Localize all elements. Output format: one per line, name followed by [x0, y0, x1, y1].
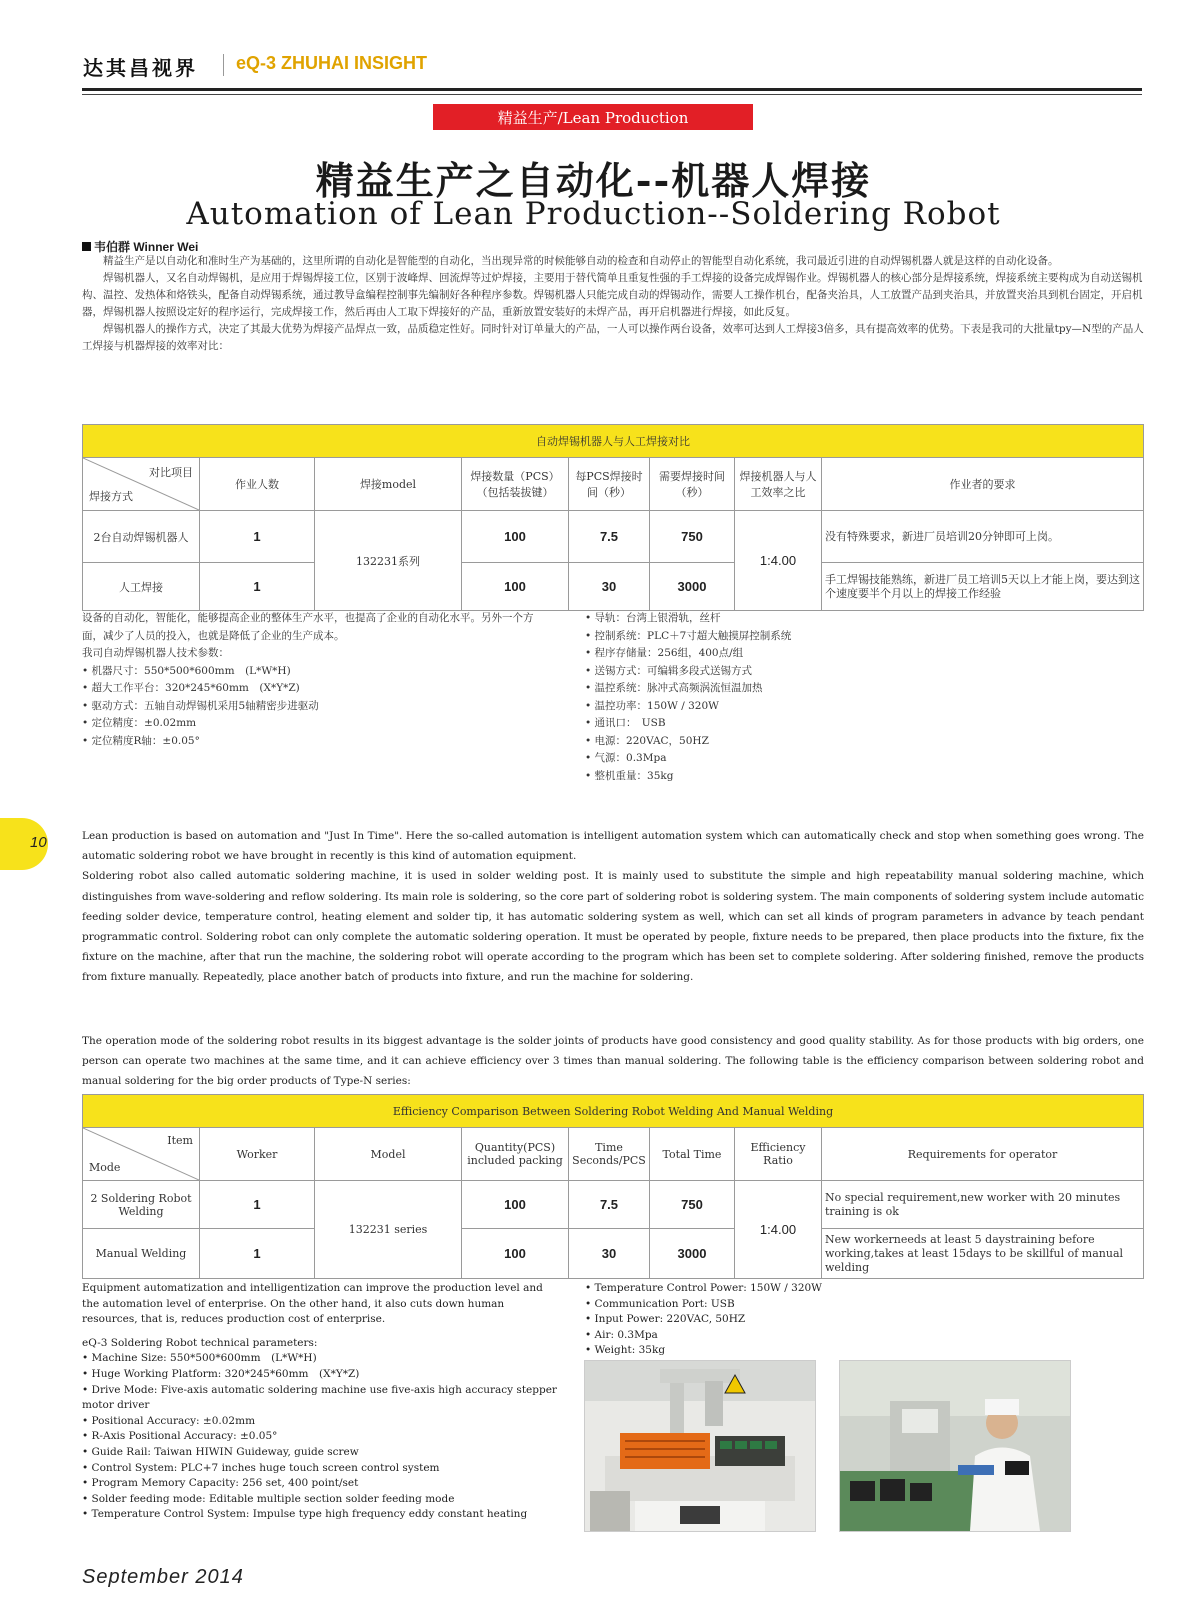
- corner-bottom: 焊接方式: [89, 490, 133, 503]
- table-row: [83, 563, 1144, 611]
- column-header: Worker: [200, 1128, 315, 1181]
- body-en-2: [82, 1031, 1144, 1092]
- params-title: 我司自动焊锡机器人技术参数：: [82, 647, 229, 659]
- param-item: • Machine Size: 550*500*600mm (L*W*H): [82, 1352, 317, 1365]
- cell-requirement: 手工焊锡技能熟练，新进厂员工培训5天以上才能上岗，要达到这个速度要半个月以上的焊接工作经验: [822, 563, 1144, 611]
- page-number: 10: [30, 834, 47, 851]
- param-item: • 机器尺寸：550*500*600mm (L*W*H): [82, 664, 291, 677]
- param-item: • 电源：220VAC，50HZ: [585, 734, 709, 747]
- cell-model: 132231系列: [315, 511, 462, 611]
- cell-time: 7.5: [569, 1181, 650, 1229]
- column-header: Efficiency Ratio: [735, 1128, 822, 1181]
- paragraph: 焊锡机器人的操作方式，决定了其最大优势为焊接产品焊点一致，品质稳定性好。同时针对订单量大的产品，一人可以操作两台设备，效率可达到人工焊接3倍多，具有提高效率的优势。下表是我司的大批量tpy—N型的产品人工焊接与机器焊接的效率对比：: [82, 323, 1144, 352]
- cell-mode: Manual Welding: [83, 1229, 200, 1279]
- column-header: 焊接model: [315, 458, 462, 511]
- en-right-column: [585, 1281, 985, 1359]
- param-item: • 整机重量：35kg: [585, 769, 674, 782]
- cell-requirement: New workerneeds at least 5 daystraining before working,takes at least 15days to be skillful of manual welding: [822, 1229, 1144, 1279]
- param-item: • Program Memory Capacity: 256 set, 400 point/set: [82, 1477, 359, 1490]
- param-item: • 温控功率：150W / 320W: [585, 699, 719, 712]
- column-header: Quantity(PCS) included packing: [462, 1128, 569, 1181]
- table-caption: 自动焊锡机器人与人工焊接对比: [83, 425, 1144, 458]
- column-header: Total Time: [650, 1128, 735, 1181]
- header-rule-thin: [82, 94, 1142, 95]
- body-cn: [82, 253, 1144, 355]
- cell-mode: 2 Soldering Robot Welding: [83, 1181, 200, 1229]
- cell-time: 30: [569, 563, 650, 611]
- column-header: 焊接数量（PCS）（包括装拔键）: [462, 458, 569, 511]
- cn-right-column: [585, 610, 1105, 785]
- params-title: eQ-3 Soldering Robot technical parameters:: [82, 1336, 318, 1349]
- cell-worker: 1: [200, 1181, 315, 1229]
- cell-qty: 100: [462, 1181, 569, 1229]
- cell-time: 7.5: [569, 511, 650, 563]
- footer-date: September 2014: [82, 1566, 244, 1588]
- param-item: • Control System: PLC+7 inches huge touch screen control system: [82, 1461, 440, 1474]
- corner-top: 对比项目: [149, 466, 193, 479]
- cell-requirement: 没有特殊要求，新进厂员培训20分钟即可上岗。: [822, 511, 1144, 563]
- param-item: • Guide Rail: Taiwan HIWIN Guideway, guide screw: [82, 1445, 359, 1458]
- article-title-en: Automation of Lean Production--Soldering Robot: [186, 196, 1001, 232]
- column-header: 每PCS焊接时间（秒）: [569, 458, 650, 511]
- param-item: • 控制系统：PLC＋7寸超大触摸屏控制系统: [585, 629, 792, 642]
- column-header: 作业者的要求: [822, 458, 1144, 511]
- brand-en: eQ-3 ZHUHAI INSIGHT: [236, 53, 428, 73]
- column-header: Model: [315, 1128, 462, 1181]
- param-item: • 温控系统：脉冲式高频涡流恒温加热: [585, 682, 763, 694]
- column-header: Requirements for operator: [822, 1128, 1144, 1181]
- header-separator: [223, 54, 224, 76]
- cell-model: 132231 series: [315, 1181, 462, 1279]
- robot-machine-photo: [584, 1360, 816, 1532]
- table-corner-header: [83, 458, 200, 511]
- table-row: [83, 1229, 1144, 1279]
- param-item: • 程序存储量：256组，400点/组: [585, 647, 744, 659]
- param-item: • 通讯口： USB: [585, 717, 666, 729]
- param-item: • 定位精度：±0.02mm: [82, 717, 197, 729]
- param-item: • Air: 0.3Mpa: [585, 1328, 658, 1341]
- cell-requirement: No special requirement,new worker with 20 minutes training is ok: [822, 1181, 1144, 1229]
- param-item: • Huge Working Platform: 320*245*60mm (X*Y*Z): [82, 1367, 360, 1380]
- robot-machine-illustration: [585, 1361, 815, 1531]
- paragraph: 焊锡机器人，又名自动焊锡机，是应用于焊锡焊接工位，区别于波峰焊、回流焊等过炉焊接，主要用于替代简单且重复性强的手工焊接的设备完成焊锡作业。焊锡机器人的核心部分是焊接系统，焊接系统主要构成为自动送锡机构、温控、发热体和烙铁头，配备自动焊锡系统，通过教导盒编程控制事先编制好各种程序参数。焊锡机器人只能完成自动的焊锡动作，需要人工操作机台，配备夹治具，人工放置产品到夹治具，并放置夹治具到机台固定，开启机器，焊锡机器人按照设定好的程序运行，完成焊接工作，然后再由人工取下焊接好的产品，重新放置安装好的未焊产品，再开启机器进行焊接，如此反复。: [82, 272, 1143, 318]
- cell-qty: 100: [462, 1229, 569, 1279]
- table-corner-header: [83, 1128, 200, 1181]
- param-item: • Temperature Control System: Impulse type high frequency eddy constant heating: [82, 1508, 528, 1521]
- corner-top: Item: [167, 1134, 193, 1147]
- param-item: • Input Power: 220VAC, 50HZ: [585, 1313, 746, 1326]
- brand-cn: 达其昌视界: [83, 56, 198, 80]
- cell-total: 750: [650, 1181, 735, 1229]
- table-caption: Efficiency Comparison Between Soldering Robot Welding And Manual Welding: [83, 1095, 1144, 1128]
- operator-illustration: [840, 1361, 1070, 1531]
- cell-qty: 100: [462, 563, 569, 611]
- cell-total: 3000: [650, 1229, 735, 1279]
- param-item: • Communication Port: USB: [585, 1297, 735, 1310]
- param-item: • Weight: 35kg: [585, 1344, 666, 1357]
- cell-qty: 100: [462, 511, 569, 563]
- cell-mode: 2台自动焊锡机器人: [83, 511, 200, 563]
- article-title-cn: 精益生产之自动化--机器人焊接: [315, 158, 872, 203]
- section-tag: 精益生产/Lean Production: [433, 104, 753, 130]
- paragraph: Equipment automatization and intelligentization can improve the production level and the automation level of enterprise. On the other hand, it also cuts down human resources, that is, reduces production cost of enterprise.: [82, 1282, 543, 1326]
- paragraph: Soldering robot also called automatic soldering machine, it is used in solder welding post. It is mainly used to substitute the simple and high repeatability manual soldering machine, which distinguishes from wave-soldering and reflow soldering. Its main role is soldering, so the core part of soldering robot is soldering system. The main components of soldering system include automatic feeding solder device, temperature control, heating element and solder tip, it has automatic soldering system as well, which can set all kinds of program parameters in advance by teach pendant programmatic control. Soldering robot can only complete the automatic soldering operation. It must be operated by people, fixture needs to be prepared, then place products into the fixture, fix the fixture on the machine, after that run the machine, the soldering robot will operate according to the program which has been set to complete soldering. After soldering finished, remove the products from fixture manually. Repeatedly, place another batch of products into fixture, and run the machine for soldering.: [82, 870, 1144, 984]
- table-row: [83, 511, 1144, 563]
- operator-photo: [839, 1360, 1071, 1532]
- column-header: 焊接机器人与人工效率之比: [735, 458, 822, 511]
- cn-left-column: [82, 610, 552, 750]
- paragraph: The operation mode of the soldering robot results in its biggest advantage is the solder joints of products have good consistency and good quality stability. As for those products with big orders, one person can operate two machines at the same time, and it can achieve efficiency over 3 times than manual soldering. The following table is the efficiency comparison between soldering robot and manual soldering for the big order products of Type-N series:: [82, 1035, 1144, 1088]
- table-row: [83, 1181, 1144, 1229]
- param-item: • Positional Accuracy: ±0.02mm: [82, 1414, 256, 1427]
- column-header: Time Seconds/PCS: [569, 1128, 650, 1181]
- cell-worker: 1: [200, 1229, 315, 1279]
- corner-bottom: Mode: [89, 1161, 121, 1174]
- param-item: • Temperature Control Power: 150W / 320W: [585, 1282, 822, 1294]
- cell-time: 30: [569, 1229, 650, 1279]
- author-bullet-icon: [82, 242, 91, 251]
- param-item: • 驱动方式：五轴自动焊锡机采用5轴精密步进驱动: [82, 699, 319, 712]
- param-item: • Drive Mode: Five-axis automatic soldering machine use five-axis high accuracy stepper motor driver: [82, 1383, 557, 1412]
- author-name: 韦伯群 Winner Wei: [94, 240, 199, 254]
- cell-total: 3000: [650, 563, 735, 611]
- column-header: 需要焊接时间（秒）: [650, 458, 735, 511]
- comparison-table-cn: [82, 424, 1144, 611]
- paragraph: Lean production is based on automation and "Just In Time". Here the so-called automation is intelligent automation system which can automatically check and stop when something goes wrong. The automatic soldering robot we have brought in recently is this kind of automation equipment.: [82, 830, 1144, 863]
- paragraph: 设备的自动化，智能化，能够提高企业的整体生产水平，也提高了企业的自动化水平。另外一个方面，减少了人员的投入，也就是降低了企业的生产成本。: [82, 612, 534, 642]
- cell-ratio: 1:4.00: [735, 511, 822, 611]
- cell-worker: 1: [200, 563, 315, 611]
- en-left-column: [82, 1281, 557, 1523]
- cell-worker: 1: [200, 511, 315, 563]
- header-rule: [82, 88, 1142, 91]
- body-en: [82, 826, 1144, 988]
- param-item: • R-Axis Positional Accuracy: ±0.05°: [82, 1430, 278, 1443]
- cell-mode: 人工焊接: [83, 563, 200, 611]
- cell-total: 750: [650, 511, 735, 563]
- paragraph: 精益生产是以自动化和准时生产为基础的，这里所谓的自动化是智能型的自动化，当出现异常的时候能够自动的检查和自动停止的智能型自动化系统，我司最近引进的自动焊锡机器人就是这样的自动化设备。: [103, 255, 1059, 267]
- param-item: • Solder feeding mode: Editable multiple section solder feeding mode: [82, 1492, 455, 1505]
- param-item: • 定位精度R轴：±0.05°: [82, 734, 200, 747]
- param-item: • 超大工作平台：320*245*60mm (X*Y*Z): [82, 682, 300, 694]
- param-item: • 气源：0.3Mpa: [585, 752, 667, 764]
- param-item: • 送锡方式：可编辑多段式送锡方式: [585, 664, 753, 677]
- param-item: • 导轨：台湾上银滑轨，丝杆: [585, 612, 721, 624]
- comparison-table-en: [82, 1094, 1144, 1279]
- cell-ratio: 1:4.00: [735, 1181, 822, 1279]
- column-header: 作业人数: [200, 458, 315, 511]
